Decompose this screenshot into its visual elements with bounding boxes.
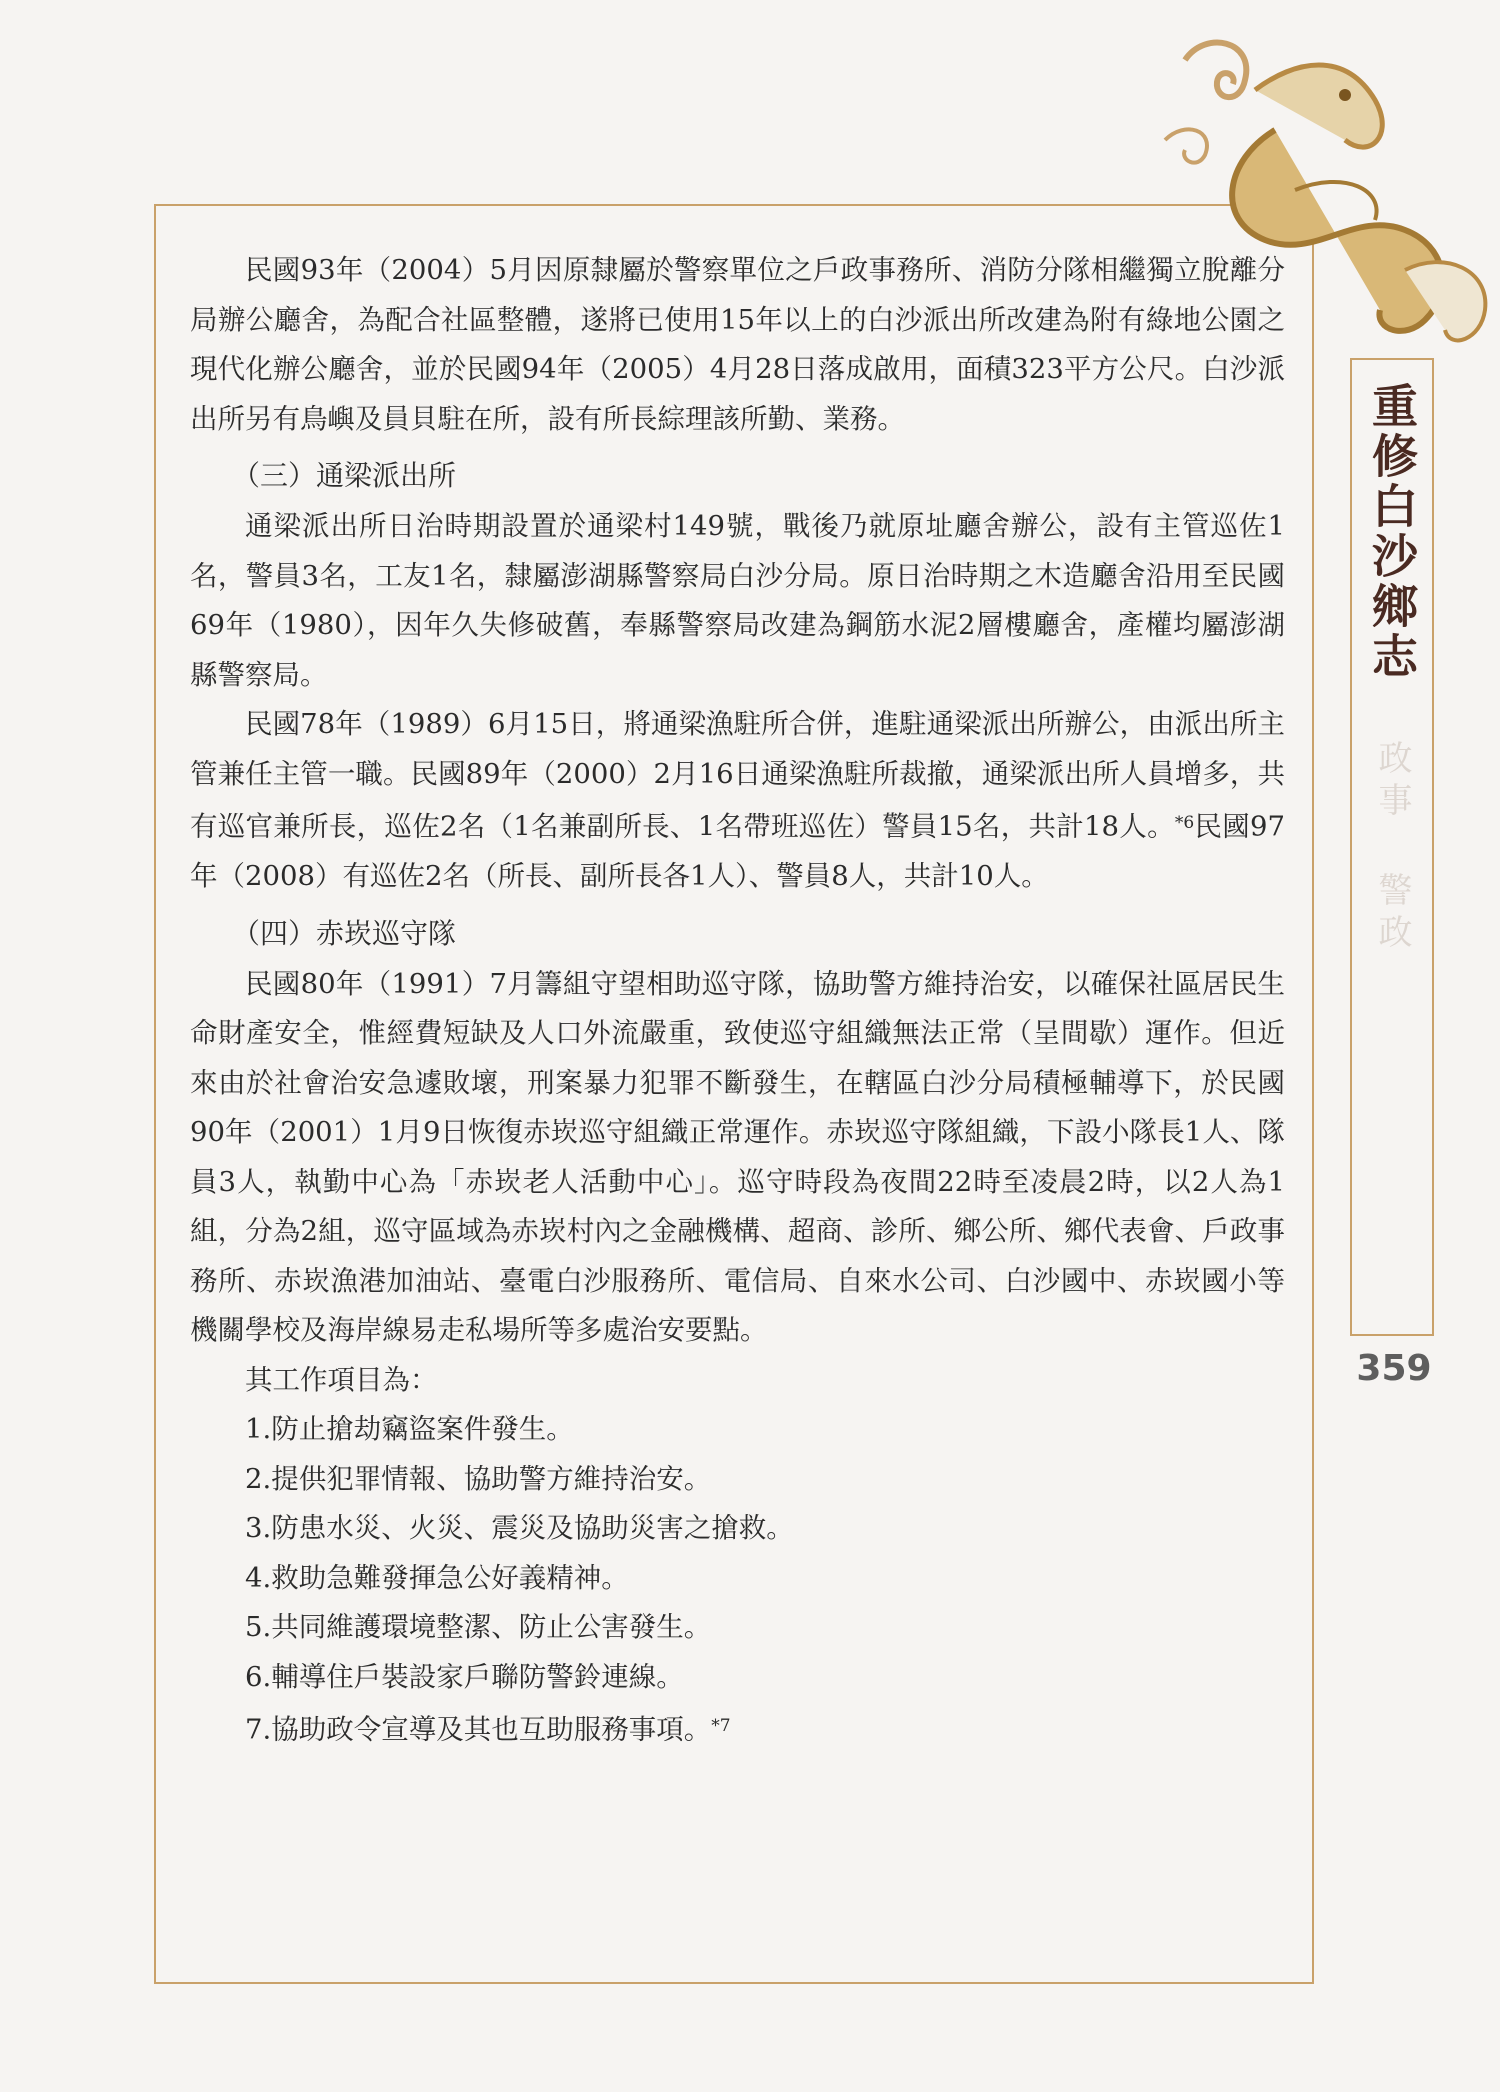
footnote-ref-7[interactable]: *7 — [711, 1716, 731, 1737]
work-items-list — [190, 1405, 1285, 1755]
list-item: 2.提供犯罪情報、協助警方維持治安。 — [245, 1462, 712, 1495]
list-item-text: 7.協助政令宣導及其也互助服務事項。 — [245, 1713, 712, 1746]
footnote-ref-6[interactable]: *6 — [1174, 813, 1195, 833]
intro-paragraph: 民國93年（2004）5月因原隸屬於警察單位之戶政事務所、消防分隊相繼獨立脫離分局辦公廳舍，為配合社區整體，遂將已使用15年以上的白沙派出所改建為附有綠地公園之現代化辦公廳舍，並於民國94年（2005）4月28日落成啟用，面積323平方公尺。白沙派出所另有鳥嶼及員貝駐在所，設有所長綜理該所勤、業務。 — [190, 254, 1285, 435]
work-items-lead: 其工作項目為： — [245, 1363, 438, 1396]
tongliang-paragraph-2a: 民國78年（1989）6月15日，將通梁漁駐所合併，進駐通梁派出所辦公，由派出所主管兼任主管一職。民國89年（2000）2月16日通梁漁駐所裁撤，通梁派出所人員增多，共有巡官兼所長，巡佐2名（1名兼副所長、1名帶班巡佐）警員15名，共計18人。 — [190, 708, 1285, 843]
tongliang-paragraph-1: 通梁派出所日治時期設置於通梁村149號，戰後乃就原址廳舍辦公，設有主管巡佐1名，警員3名，工友1名，隸屬澎湖縣警察局白沙分局。原日治時期之木造廳舍沿用至民國69年（1980），因年久失修破舊，奉縣警察局改建為鋼筋水泥2層樓廳舍，產權均屬澎湖縣警察局。 — [190, 510, 1285, 691]
list-item — [245, 1702, 1285, 1755]
heading-tongliang-police-station: （三）通梁派出所 — [232, 459, 457, 492]
page-body — [190, 246, 1285, 1755]
list-item: 3.防患水災、火災、震災及協助災害之搶救。 — [245, 1512, 794, 1545]
side-tab-panel — [1350, 358, 1434, 1336]
section-tab-faint: 政事 警政 — [1372, 740, 1412, 956]
book-title: 重修白沙鄉志 — [1365, 382, 1419, 682]
list-item: 1.防止搶劫竊盜案件發生。 — [245, 1413, 574, 1446]
heading-chikan-patrol: （四）赤崁巡守隊 — [232, 916, 457, 950]
page-number: 359 — [1356, 1348, 1432, 1389]
list-item: 6.輔導住戶裝設家戶聯防警鈴連線。 — [245, 1660, 684, 1693]
list-item: 5.共同維護環境整潔、防止公害發生。 — [245, 1611, 712, 1644]
chikan-paragraph-1: 民國80年（1991）7月籌組守望相助巡守隊，協助警方維持治安，以確保社區居民生命財產安全，惟經費短缺及人口外流嚴重，致使巡守組織無法正常（呈間歇）運作。但近來由於社會治安急遽敗壞，刑案暴力犯罪不斷發生，在轄區白沙分局積極輔導下，於民國90年（2001）1月9日恢復赤崁巡守組織正常運作。赤崁巡守隊組織，下設小隊長1人、隊員3人，執勤中心為「赤崁老人活動中心」。巡守時段為夜間22時至凌晨2時，以2人為1組，分為2組，巡守區域為赤崁村內之金融機構、超商、診所、鄉公所、鄉代表會、戶政事務所、赤崁漁港加油站、臺電白沙服務所、電信局、自來水公司、白沙國中、赤崁國小等機關學校及海岸線易走私場所等多處治安要點。 — [190, 967, 1285, 1347]
tongliang-paragraph-2b: 民國97年（2008）有巡佐2名（所長、副所長各1人）、警員8人，共計10人。 — [190, 810, 1285, 893]
tongliang-paragraph-2 — [190, 700, 1285, 902]
list-item: 4.救助急難發揮急公好義精神。 — [245, 1561, 629, 1594]
